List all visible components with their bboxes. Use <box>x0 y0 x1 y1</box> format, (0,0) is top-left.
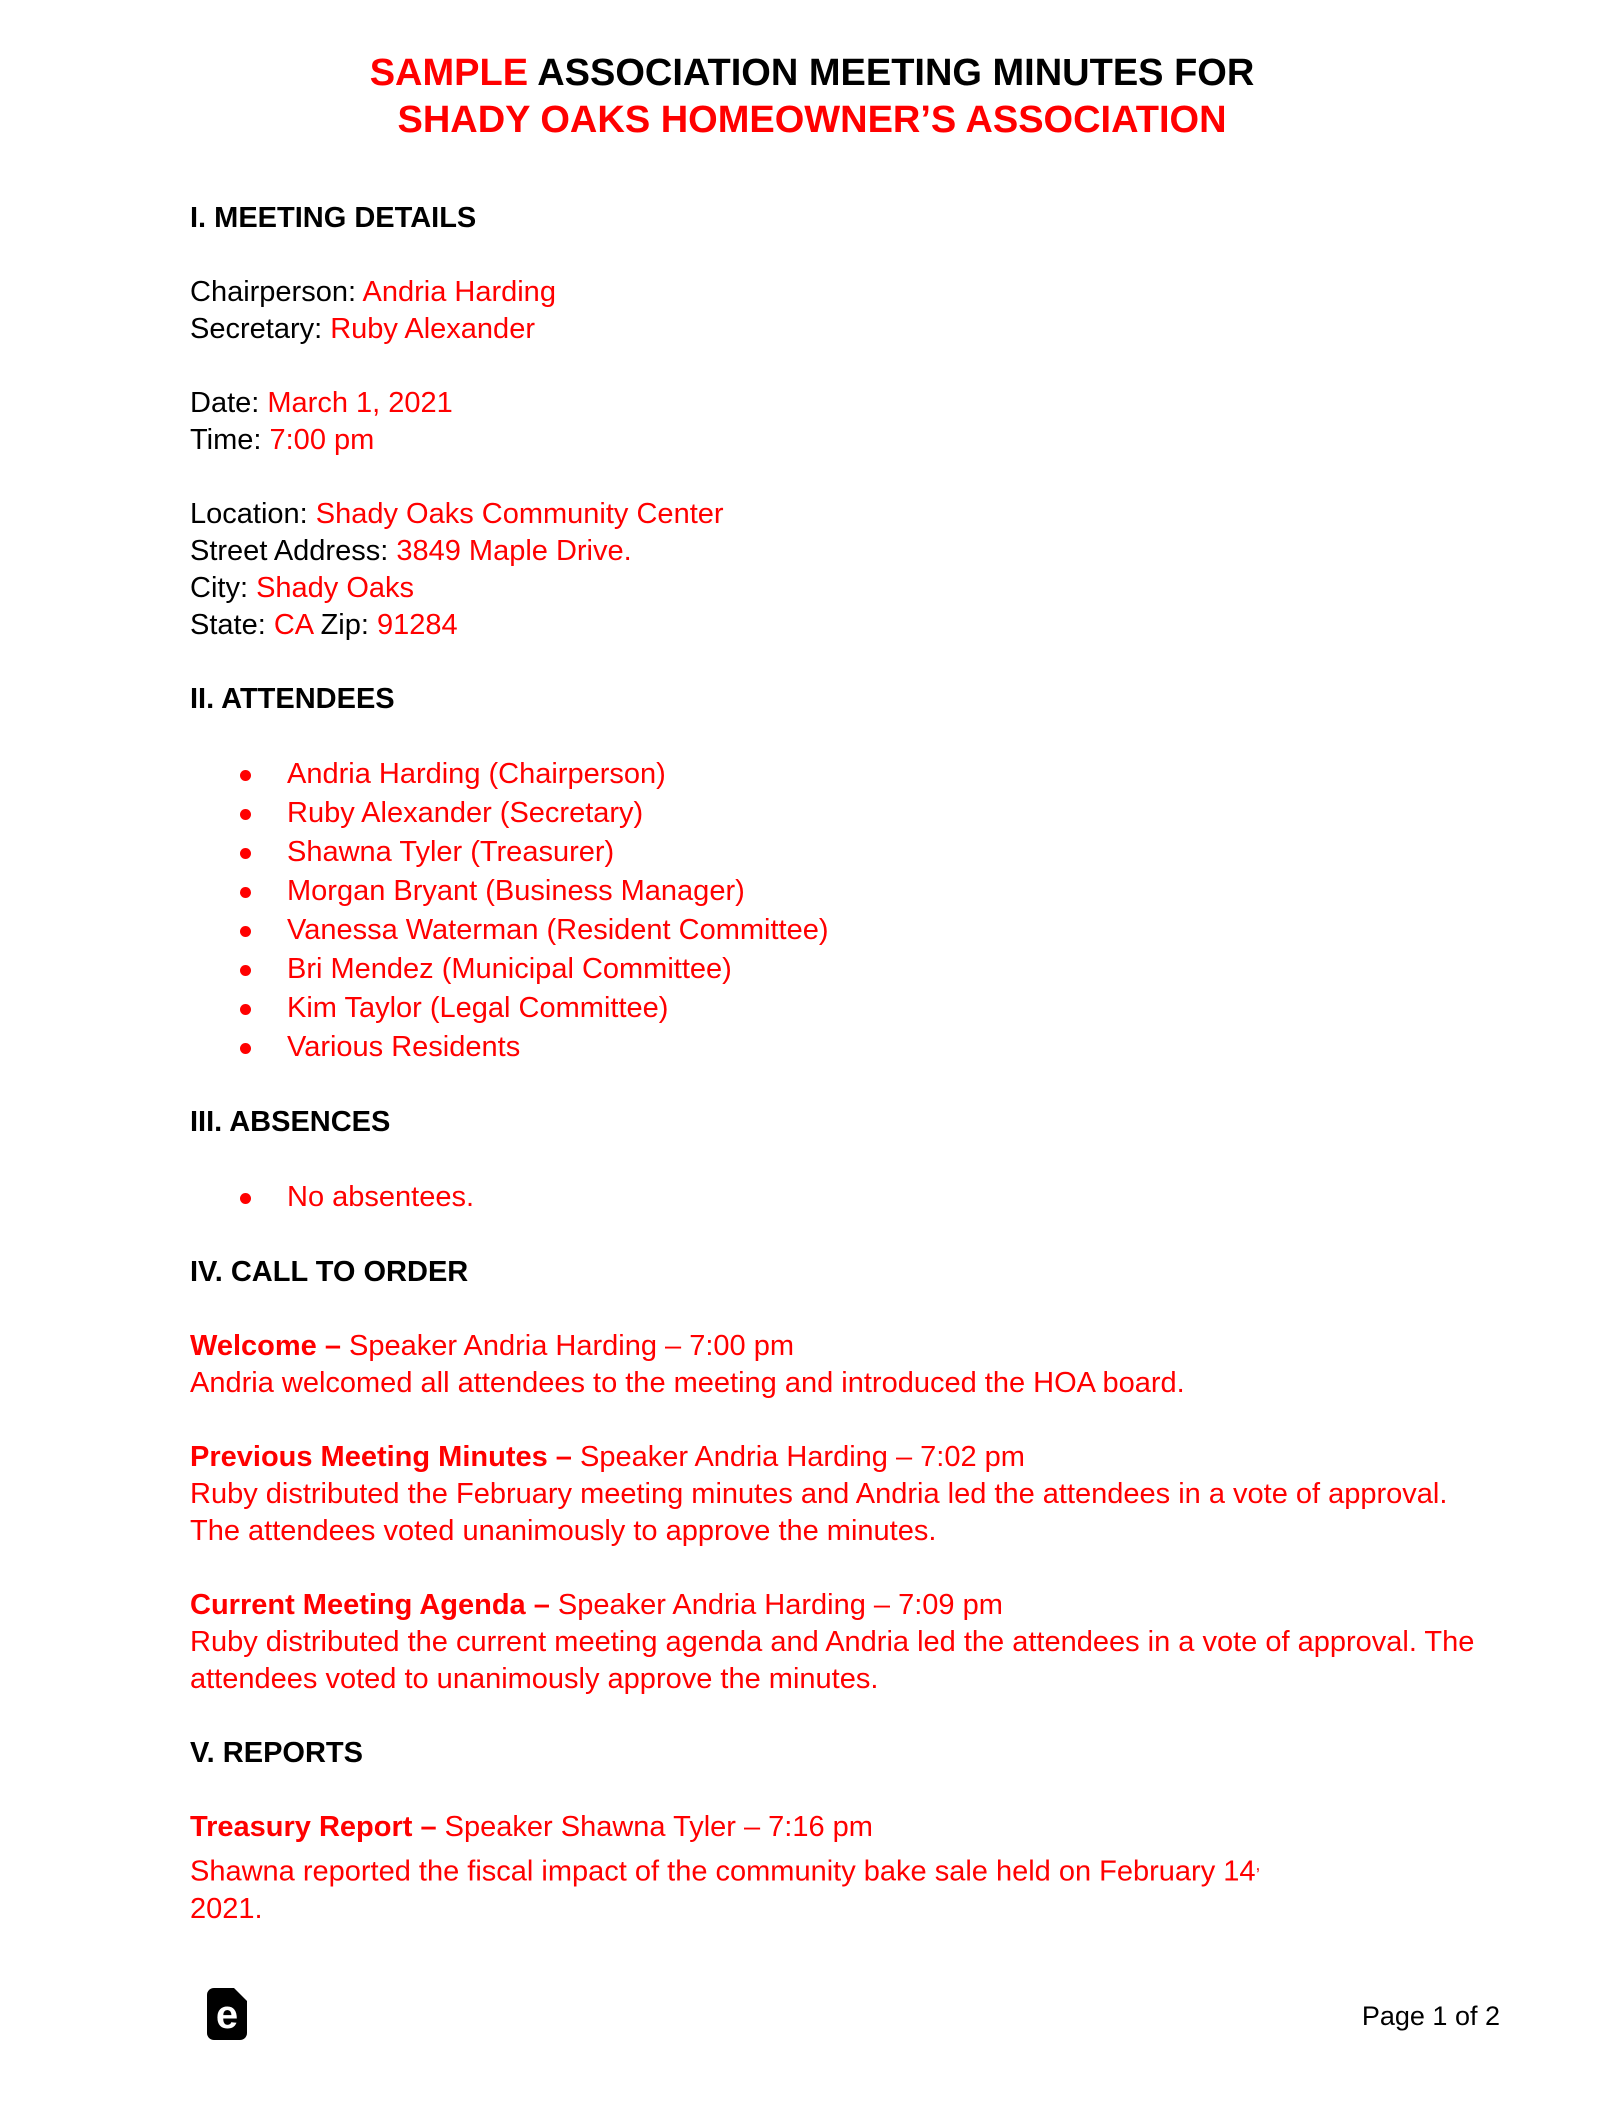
attendee-item: Various Residents <box>240 1028 1476 1067</box>
absences-list <box>190 1178 1476 1217</box>
agenda-entry-headline <box>190 1439 1476 1476</box>
agenda-entry-title: Current Meeting Agenda – <box>190 1589 550 1621</box>
absence-item: No absentees. <box>240 1178 1476 1217</box>
agenda-entry-welcome <box>190 1328 1476 1402</box>
chairperson-value: Andria Harding <box>362 276 556 308</box>
attendee-item: Ruby Alexander (Secretary) <box>240 794 1476 833</box>
report-body-text: Shawna reported the fiscal impact of the community bake sale held on February 14 <box>190 1855 1256 1888</box>
agenda-entry-speaker: Speaker Andria Harding – 7:00 pm <box>349 1330 794 1362</box>
state-label: State: <box>190 609 266 641</box>
location-label: Location: <box>190 498 308 530</box>
secretary-label: Secretary: <box>190 313 323 345</box>
report-entry-title: Treasury Report – <box>190 1811 437 1843</box>
attendees-list <box>190 755 1476 1067</box>
agenda-entry-title: Welcome – <box>190 1330 341 1362</box>
zip-label: Zip: <box>320 609 369 641</box>
attendee-item: Andria Harding (Chairperson) <box>240 755 1476 794</box>
agenda-entry-headline <box>190 1328 1476 1365</box>
time-value: 7:00 pm <box>269 424 375 456</box>
attendee-item: Bri Mendez (Municipal Committee) <box>240 950 1476 989</box>
location-block <box>190 496 1476 644</box>
date-line <box>190 385 1476 422</box>
attendee-item: Shawna Tyler (Treasurer) <box>240 833 1476 872</box>
agenda-entry-body: Ruby distributed the current meeting agenda and Andria led the attendees in a vote of approval. The attendees voted to unanimously approve the minutes. <box>190 1626 1475 1695</box>
city-label: City: <box>190 572 248 604</box>
section-heading-call-to-order: IV. CALL TO ORDER <box>190 1256 469 1288</box>
document-title <box>0 0 1624 144</box>
date-label: Date: <box>190 387 260 419</box>
date-value: March 1, 2021 <box>267 387 453 419</box>
report-body-text-continued: 2021. <box>190 1892 263 1925</box>
secretary-value: Ruby Alexander <box>330 313 535 345</box>
title-sample-word: SAMPLE <box>369 52 529 94</box>
city-line <box>190 570 1476 607</box>
street-address-line <box>190 533 1476 570</box>
datetime-block <box>190 385 1476 459</box>
agenda-entry-body: Ruby distributed the February meeting minutes and Andria led the attendees in a vote of approval. The attendees voted unanimously to approve the minutes. <box>190 1478 1448 1547</box>
section-heading-reports: V. REPORTS <box>190 1737 363 1769</box>
document-title-line1 <box>0 50 1624 97</box>
agenda-entry-body: Andria welcomed all attendees to the meeting and introduced the HOA board. <box>190 1367 1185 1399</box>
agenda-entry-speaker: Speaker Andria Harding – 7:09 pm <box>557 1589 1003 1621</box>
time-label: Time: <box>190 424 262 456</box>
report-body-superscript: , <box>1255 1854 1261 1874</box>
eforms-logo-letter: e <box>215 1993 239 2037</box>
chairperson-line <box>190 274 1476 311</box>
section-heading-meeting-details: I. MEETING DETAILS <box>190 202 477 234</box>
report-entry-headline <box>190 1809 1476 1846</box>
attendee-item: Morgan Bryant (Business Manager) <box>240 872 1476 911</box>
page-number: Page 1 of 2 <box>1361 2001 1500 2031</box>
agenda-entry-title: Previous Meeting Minutes – <box>190 1441 572 1473</box>
report-entry-treasury <box>190 1809 1476 1928</box>
agenda-entry-headline <box>190 1587 1476 1624</box>
officers-block <box>190 274 1476 348</box>
zip-value: 91284 <box>377 609 458 641</box>
city-value: Shady Oaks <box>256 572 415 604</box>
document-body <box>0 144 1624 1928</box>
eforms-logo <box>207 1988 247 2040</box>
document-title-line2: SHADY OAKS HOMEOWNER’S ASSOCIATION <box>397 99 1227 141</box>
location-line <box>190 496 1476 533</box>
section-heading-attendees: II. ATTENDEES <box>190 683 395 715</box>
attendee-item: Kim Taylor (Legal Committee) <box>240 989 1476 1028</box>
agenda-entry-previous-minutes <box>190 1439 1476 1550</box>
street-address-value: 3849 Maple Drive. <box>396 535 632 567</box>
time-line <box>190 422 1476 459</box>
agenda-entry-speaker: Speaker Andria Harding – 7:02 pm <box>579 1441 1025 1473</box>
page-curl-icon <box>234 1988 247 2001</box>
attendee-item: Vanessa Waterman (Resident Committee) <box>240 911 1476 950</box>
chairperson-label: Chairperson: <box>190 276 357 308</box>
agenda-entry-current-agenda <box>190 1587 1476 1698</box>
report-entry-speaker: Speaker Shawna Tyler – 7:16 pm <box>444 1811 873 1843</box>
state-zip-line <box>190 607 1476 644</box>
section-heading-absences: III. ABSENCES <box>190 1106 391 1138</box>
report-entry-body <box>190 1846 1476 1928</box>
title-line1-rest: ASSOCIATION MEETING MINUTES FOR <box>537 52 1255 94</box>
secretary-line <box>190 311 1476 348</box>
state-value: CA <box>273 609 313 641</box>
street-address-label: Street Address: <box>190 535 389 567</box>
location-value: Shady Oaks Community Center <box>315 498 724 530</box>
